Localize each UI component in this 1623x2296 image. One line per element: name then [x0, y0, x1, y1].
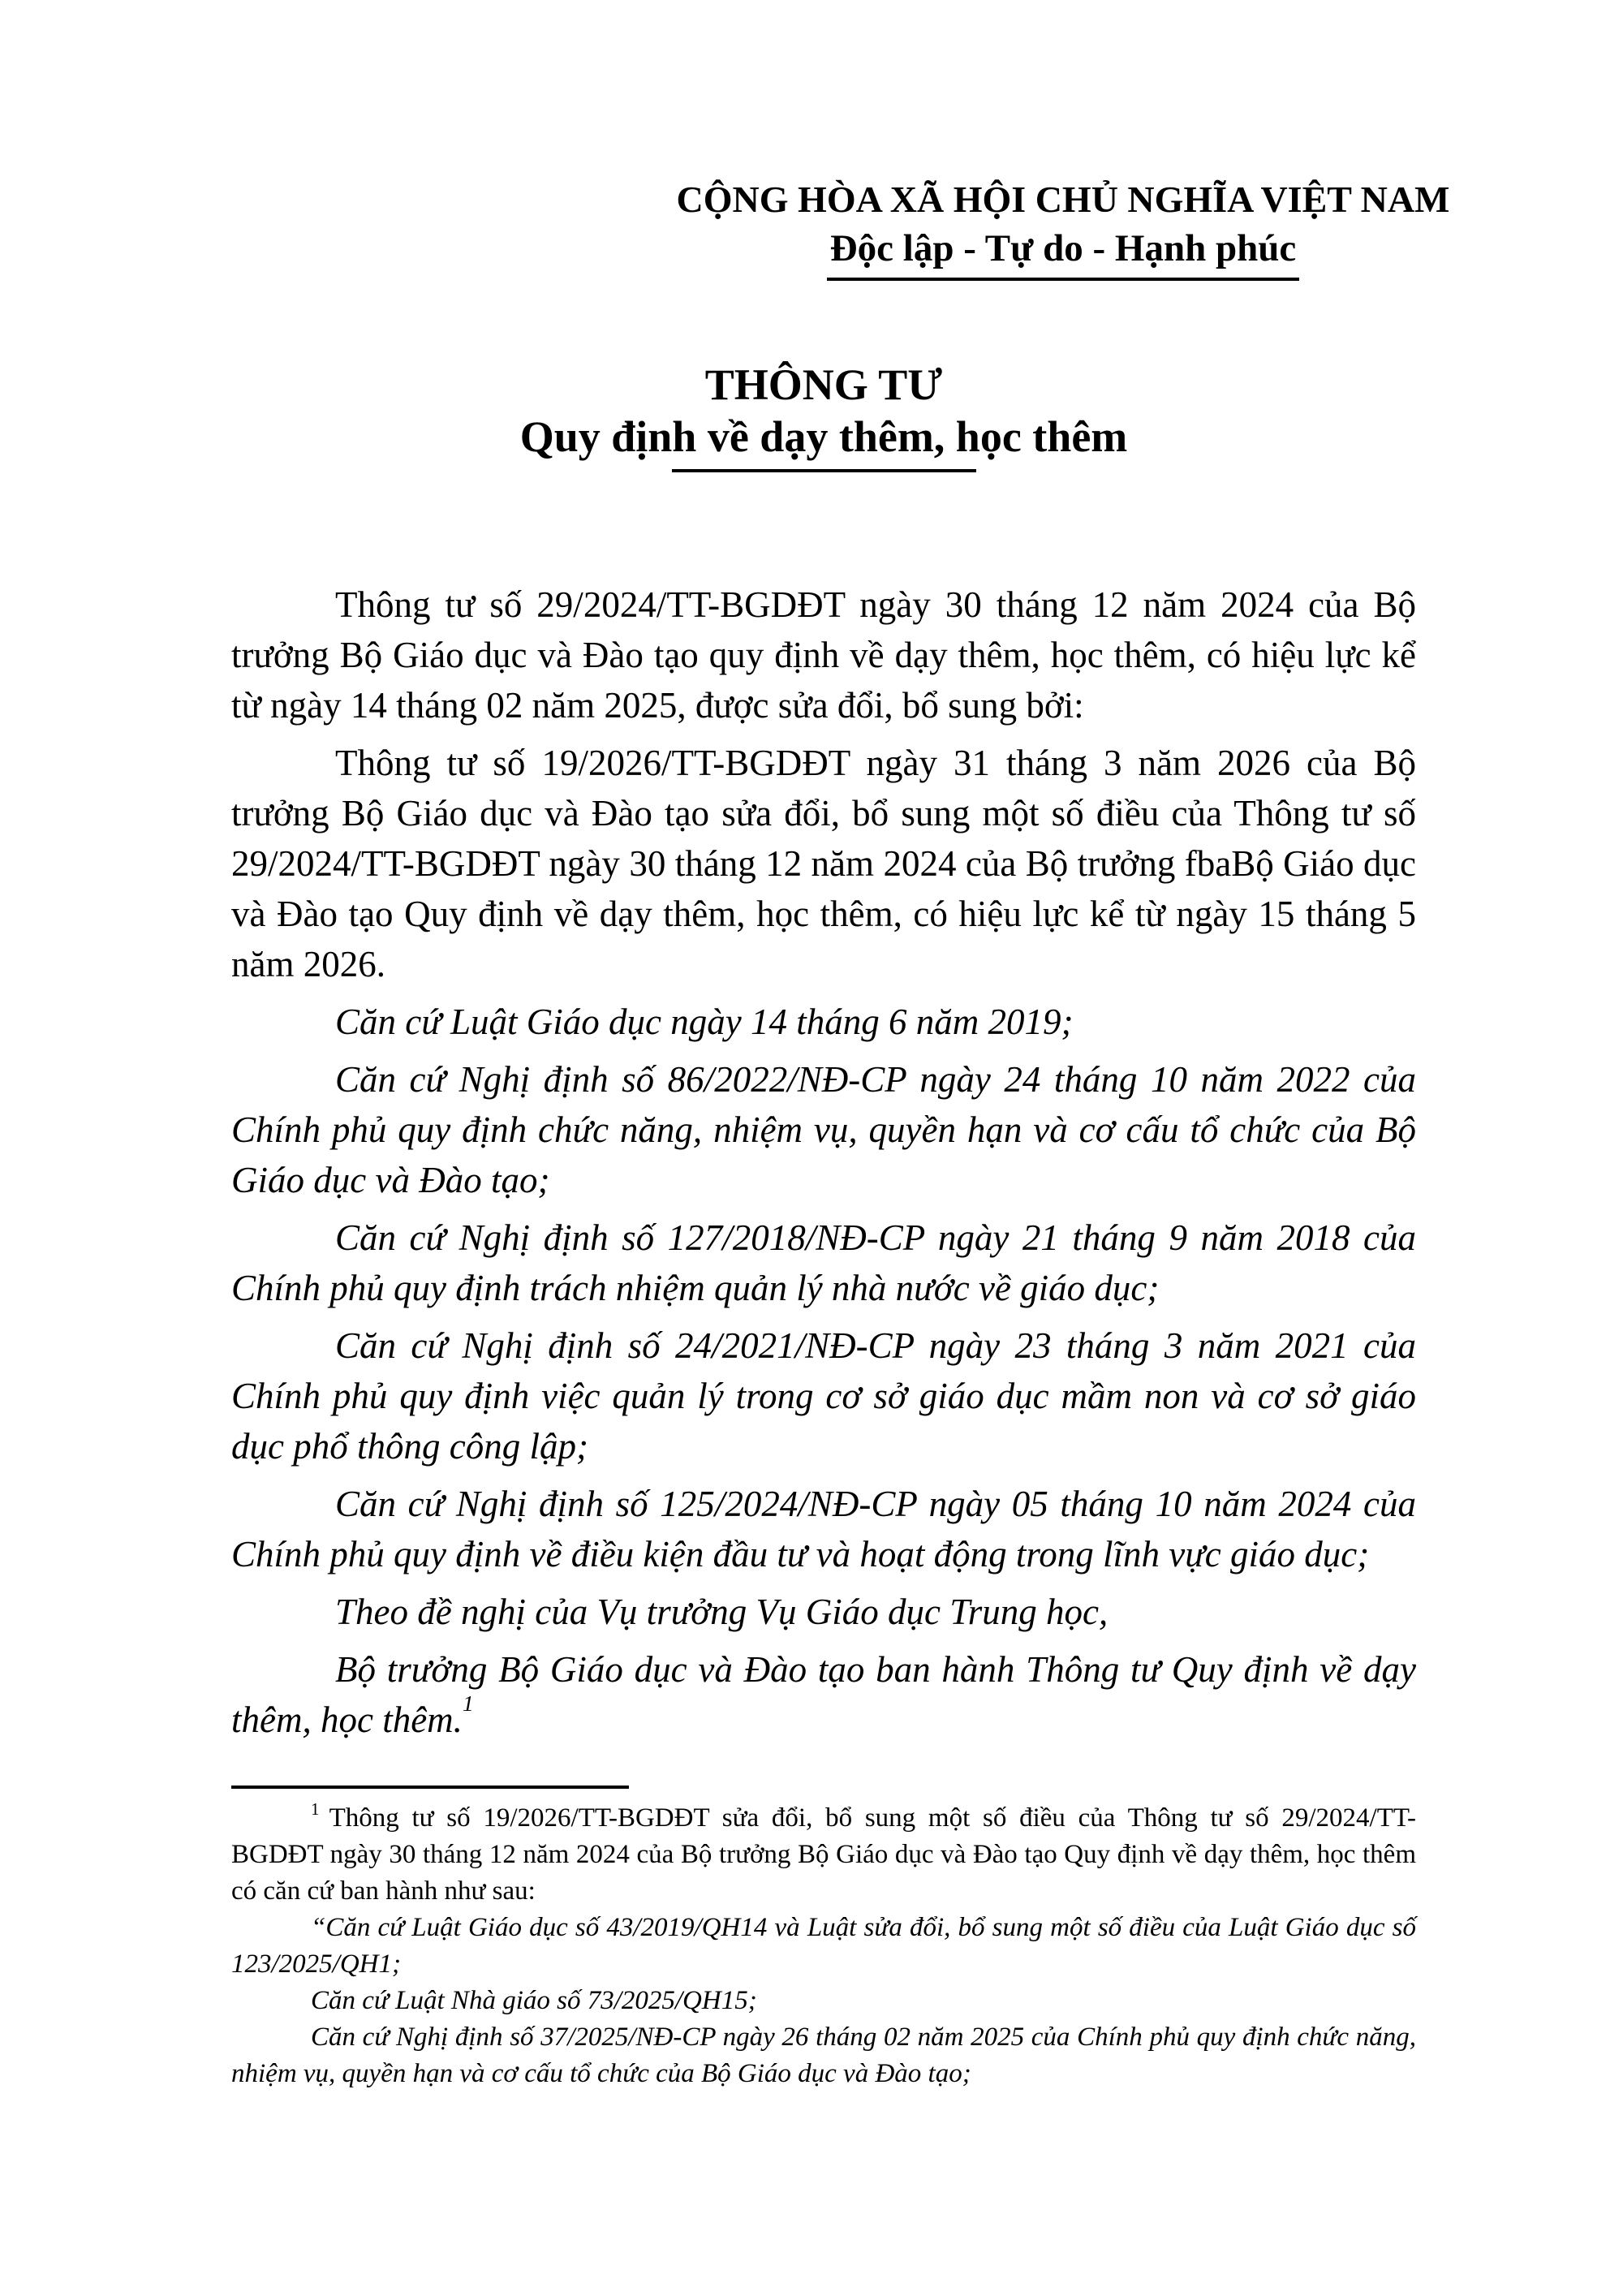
document-subtitle: Quy định về dạy thêm, học thêm: [519, 412, 1128, 461]
paragraph-7-text: Căn cứ Nghị định số 125/2024/NĐ-CP ngày 05 tháng 10 năm 2024 của Chính phủ quy định về điều kiện đầu tư và hoạt động trong lĩnh vực giáo dục;: [231, 1484, 1416, 1574]
paragraph-3-text: Căn cứ Luật Giáo dục ngày 14 tháng 6 năm 2019;: [335, 1002, 1074, 1042]
title-underline: [672, 469, 976, 472]
footnote-item-2: [231, 1910, 1416, 1983]
national-title: CỘNG HÒA XÃ HỘI CHỦ NGHĨA VIỆT NAM: [676, 179, 1450, 220]
footnote-ref-superscript: 1: [462, 1691, 474, 1717]
national-motto-line: [653, 225, 1473, 287]
paragraph-1-text: Thông tư số 29/2024/TT-BGDĐT ngày 30 tháng 12 năm 2024 của Bộ trưởng Bộ Giáo dục và Đào tạo quy định về dạy thêm, học thêm, có hiệu lực kể từ ngày 14 tháng 02 năm 2025, được sửa đổi, bổ sung bởi:: [231, 584, 1416, 726]
footnote-item-1-text: Thông tư số 19/2026/TT-BGDĐT sửa đổi, bổ sung một số điều của Thông tư số 29/2024/TT-BGDĐT ngày 30 tháng 12 năm 2024 của Bộ trưởng Bộ Giáo dục và Đào tạo Quy định về dạy thêm, học thêm có căn cứ ban hành như sau:: [231, 1803, 1416, 1906]
paragraph-8: [231, 1587, 1416, 1637]
footnote-item-3: [231, 1983, 1416, 2019]
paragraph-6-text: Căn cứ Nghị định số 24/2021/NĐ-CP ngày 23 tháng 3 năm 2021 của Chính phủ quy định việc quản lý trong cơ sở giáo dục mầm non và cơ sở giáo dục phổ thông công lập;: [231, 1325, 1416, 1467]
paragraph-4: [231, 1054, 1416, 1205]
paragraph-5-text: Căn cứ Nghị định số 127/2018/NĐ-CP ngày 21 tháng 9 năm 2018 của Chính phủ quy định trách nhiệm quản lý nhà nước về giáo dục;: [231, 1217, 1416, 1308]
paragraph-1: [231, 579, 1416, 730]
paragraph-9: [231, 1644, 1416, 1745]
footnote-marker-superscript: 1: [311, 1799, 320, 1819]
footnote-item-2-text: “Căn cứ Luật Giáo dục số 43/2019/QH14 và Luật sửa đổi, bổ sung một số điều của Luật Giáo dục số 123/2025/QH1;: [231, 1913, 1416, 1979]
paragraph-9-text: Bộ trưởng Bộ Giáo dục và Đào tạo ban hành Thông tư Quy định về dạy thêm, học thêm.: [231, 1649, 1416, 1740]
paragraph-5: [231, 1213, 1416, 1313]
document-title-block: [231, 359, 1416, 472]
document-title: THÔNG TƯ: [704, 360, 943, 409]
paragraph-4-text: Căn cứ Nghị định số 86/2022/NĐ-CP ngày 24 tháng 10 năm 2022 của Chính phủ quy định chức năng, nhiệm vụ, quyền hạn và cơ cấu tổ chức của Bộ Giáo dục và Đào tạo;: [231, 1059, 1416, 1200]
paragraph-2-text: Thông tư số 19/2026/TT-BGDĐT ngày 31 tháng 3 năm 2026 của Bộ trưởng Bộ Giáo dục và Đào tạo sửa đổi, bổ sung một số điều của Thông tư số 29/2024/TT-BGDĐT ngày 30 tháng 12 năm 2024 của Bộ trưởng fbaBộ Giáo dục và Đào tạo Quy định về dạy thêm, học thêm, có hiệu lực kể từ ngày 15 tháng 5 năm 2026.: [231, 743, 1416, 984]
footnote-section: [231, 1800, 1416, 2092]
footnote-separator: [231, 1786, 629, 1789]
footnote-item-4-text: Căn cứ Nghị định số 37/2025/NĐ-CP ngày 26 tháng 02 năm 2025 của Chính phủ quy định chức năng, nhiệm vụ, quyền hạn và cơ cấu tổ chức của Bộ Giáo dục và Đào tạo;: [231, 2022, 1416, 2088]
paragraph-8-text: Theo đề nghị của Vụ trưởng Vụ Giáo dục Trung học,: [335, 1592, 1109, 1632]
paragraph-7: [231, 1479, 1416, 1579]
footnote-item-3-text: Căn cứ Luật Nhà giáo số 73/2025/QH15;: [311, 1986, 757, 2015]
paragraph-6: [231, 1320, 1416, 1471]
footnote-item-1: [231, 1800, 1416, 1910]
national-motto: Độc lập - Tự do - Hạnh phúc: [827, 225, 1300, 281]
national-header: [653, 174, 1473, 287]
paragraph-3: [231, 997, 1416, 1047]
footnote-item-4: [231, 2019, 1416, 2092]
body-paragraphs: [231, 579, 1416, 1745]
paragraph-2: [231, 738, 1416, 989]
